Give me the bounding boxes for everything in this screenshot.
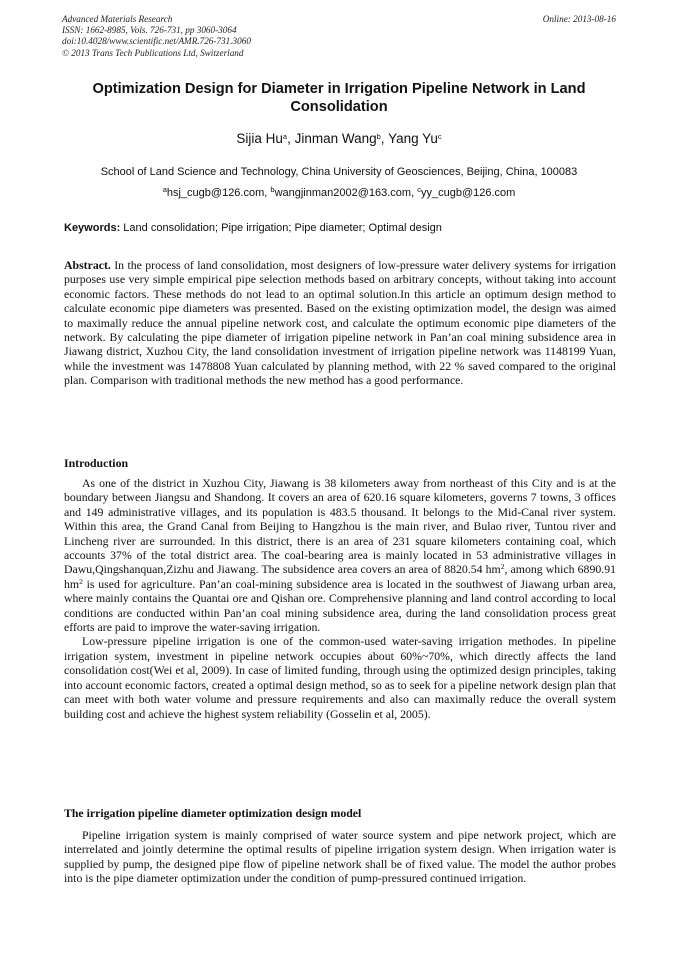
paper-title: Optimization Design for Diameter in Irrigation Pipeline Network in Land Consolidation	[92, 81, 586, 115]
abstract-label: Abstract.	[64, 258, 111, 272]
author-mark: a	[282, 132, 288, 141]
introduction-paragraph-1: As one of the district in Xuzhou City, Jiawang is 38 kilometers away from northeast of this City and is at the boundary between Jiangsu and Shandong. It covers an area of 620.16 square kilometers, governs 7 towns, 3 offices and 149 administrative villages, and its population is 483.5 thousand. It belongs to the Mid-Canal river system. Within this area, the Grand Canal from Beijing to Hangzhou is the main river, and Bulao river, Tuntou river and Lincheng river are surrounded. In this district, there is an area of 231 square kilometers containing coal, which accounts 37% of the total district area. The coal-bearing area is mainly located in 53 administrative villages in Dawu,Qingshanquan,Zizhu and Jiawang. The subsidence area covers an area of 8820.54 $hm^2$, among which 6890.91 $hm^2$ is used for agriculture. Pan’an coal-mining subsidence area is located in the southwest of Jiawang urban area, where mainly contains the Quantai ore and Qishan ore. Comprehensive planning and land control according to local conditions are conducted within Pan’an coal mining subsidence area, during the land consolidation process great efforts are paid to improve the water-saving irrigation.	[64, 476, 616, 635]
model-section-body	[64, 828, 616, 886]
email-address: yy_cugb@126.com	[420, 187, 516, 199]
abstract-text: In the process of land consolidation, most designers of low-pressure water delivery systems for irrigation purposes use very simple empirical pipe selection methods based on arbitrary concepts, without taking into account economic factors. These methods do not lead to an optimal solution.In this article an optimum design method to calculate economic pipe diameters was presented. Based on the existing optimization model, the design was aimed to maximally reduce the annual pipeline network cost, and calculate the optimum economic pipe diameters of the network. By calculating the pipe diameter of irrigation pipeline network in Pan’an coal mining subsidence area in Jiawang district, Xuzhou City, the land consolidation investment of irrigation pipeline network was 1148199 Yuan, while the investment was 1478808 Yuan calculated by planning method, with 22 % saved compared to the original plan. Comparison with traditional methods the new method has a good performance.	[64, 258, 616, 388]
email-list: $^a$hsj_cugb@126.com, $^b$wangjinman2002@163.com, $^c$yy_cugb@126.com	[162, 185, 516, 199]
model-section-heading: The irrigation pipeline diameter optimization design model	[64, 806, 362, 820]
author-mark: b	[376, 132, 381, 141]
introduction-body	[64, 476, 616, 721]
email-mark: b	[270, 185, 275, 194]
model-paragraph-1: Pipeline irrigation system is mainly comprised of water source system and pipe network project, which are interrelated and jointly determine the optimal results of pipeline irrigation system design. When irrigation water is supplied by pump, the designed pipe flow of pipeline network shall be of fixed value. The model the author probes into is the pipe diameter optimization under the condition of pump-pressured continued irrigation.	[64, 828, 616, 886]
email-address: hsj_cugb@126.com	[166, 187, 265, 199]
introduction-paragraph-2: Low-pressure pipeline irrigation is one of the common-used water-saving irrigation methodes. In pipeline irrigation system, investment in pipeline network occupies about 60%~70%, which directly affects the land consolidation cost(Wei et al, 2009). In case of limited funding, through using the optimized design principles, taking into account economic factors, created a optimal design method, so as to seek for a pipeline network design plan that can meet with both water volume and pressure requirements and also can maximally reduce the overall system building cost and achieve the highest system reliability (Gosselin et al, 2005).	[64, 634, 616, 721]
publication-info	[62, 14, 618, 59]
keywords-text: Land consolidation; Pipe irrigation; Pipe diameter; Optimal design	[120, 222, 442, 234]
copyright-line: © 2013 Trans Tech Publications Ltd, Switzerland	[62, 47, 244, 58]
author-mark: c	[437, 132, 442, 141]
author-name: Yang Yu	[388, 131, 438, 146]
introduction-heading: Introduction	[64, 456, 129, 470]
author-name: Sijia Hu	[236, 131, 283, 146]
journal-name: Advanced Materials Research	[62, 14, 173, 24]
issn-line: ISSN: 1662-8985, Vols. 726-731, pp 3060-3064	[62, 25, 237, 36]
email-mark: a	[162, 185, 167, 194]
abstract	[64, 258, 616, 388]
journal-header	[62, 14, 618, 59]
online-date: Online: 2013-08-16	[542, 14, 616, 24]
keywords-label: Keywords:	[64, 222, 121, 234]
affiliation: School of Land Science and Technology, China University of Geosciences, Beijing, China, 100083	[100, 166, 578, 178]
email-address: wangjinman2002@163.com	[274, 187, 412, 199]
author-name: Jinman Wang	[294, 131, 377, 146]
doi-line: doi:10.4028/www.scientific.net/AMR.726-731.3060	[62, 36, 251, 47]
keywords	[64, 221, 616, 235]
email-mark: c	[417, 185, 421, 194]
author-list: Sijia Hu$^a$, Jinman Wang$^b$, Yang Yu$^c$	[236, 131, 442, 146]
